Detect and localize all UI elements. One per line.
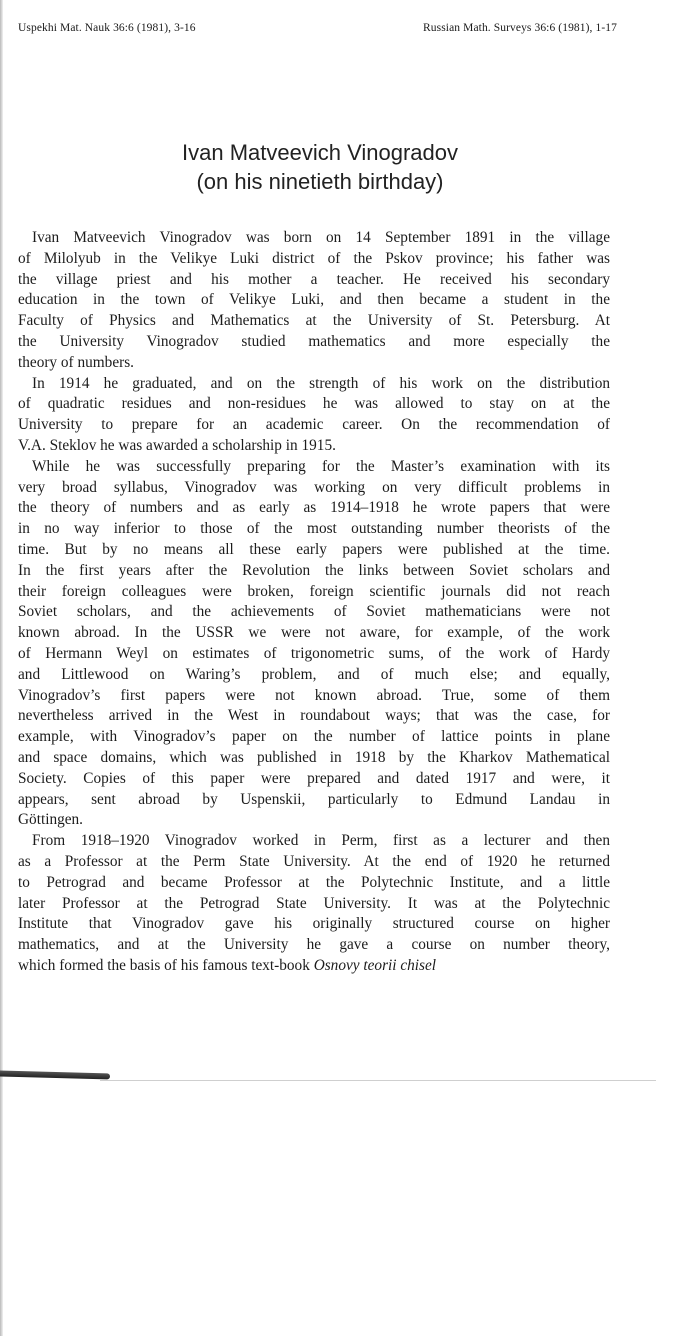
text-line: of Hermann Weyl on estimates of trigonometric sums, of the work of Hardy — [18, 644, 610, 662]
text-line: the village priest and his mother a teacher. He received his secondary — [18, 270, 610, 288]
paragraph-3 — [18, 457, 610, 831]
title-line-2: (on his ninetieth birthday) — [196, 169, 444, 194]
text-line: While he was successfully preparing for the Master’s examination with its — [32, 457, 610, 475]
text-line: and Littlewood on Waring’s problem, and of much else; and equally, — [18, 665, 610, 683]
text-line: From 1918–1920 Vinogradov worked in Perm, first as a lecturer and then — [32, 832, 610, 850]
page-rule — [100, 1080, 656, 1081]
article-body — [18, 228, 610, 977]
text-line: in no way inferior to those of the most outstanding number theorists of the — [18, 520, 610, 538]
text-line: Ivan Matveevich Vinogradov was born on 14 September 1891 in the village — [32, 229, 610, 246]
text-line: example, with Vinogradov’s paper on the number of lattice points in plane — [18, 728, 610, 746]
text-line: mathematics, and at the University he gave a course on number theory, — [18, 936, 610, 954]
text-line: the University Vinogradov studied mathematics and more especially the — [18, 332, 610, 350]
text-line: In the first years after the Revolution the links between Soviet scholars and — [18, 561, 610, 579]
text-line: known abroad. In the USSR we were not aware, for example, of the work — [18, 624, 610, 642]
text-line: later Professor at the Petrograd State University. It was at the Polytechnic — [18, 894, 610, 912]
text-line: education in the town of Velikye Luki, and then became a student in the — [18, 291, 610, 309]
text-line: time. But by no means all these early papers were published at the time. — [18, 540, 610, 558]
text-line: of quadratic residues and non-residues he was allowed to stay on at the — [18, 395, 610, 413]
text-line: very broad syllabus, Vinogradov was working on very difficult problems in — [18, 478, 610, 496]
article-title — [0, 138, 640, 196]
book-title: Osnovy teorii chisel — [313, 956, 437, 974]
text-line: theory of numbers. — [18, 353, 134, 371]
journal-citation-russian: Uspekhi Mat. Nauk 36:6 (1981), 3-16 — [18, 22, 196, 34]
text-line: Vinogradov’s first papers were not known abroad. True, some of them — [18, 686, 610, 704]
text-line: Göttingen. — [18, 811, 84, 829]
text-line: V.A. Steklov he was awarded a scholarship in 1915. — [18, 436, 336, 454]
text-line: University to prepare for an academic career. On the recommendation of — [18, 416, 610, 434]
text-line: as a Professor at the Perm State University. At the end of 1920 he returned — [18, 852, 610, 870]
paragraph-2 — [18, 374, 610, 457]
text-line: of Milolyub in the Velikye Luki district of the Pskov province; his father was — [18, 249, 610, 267]
text-line-last — [18, 956, 610, 977]
paragraph-1 — [18, 228, 610, 374]
text-line: appears, sent abroad by Uspenskii, particularly to Edmund Landau in — [18, 790, 610, 808]
scan-edge — [0, 0, 3, 1336]
text-line: Soviet scholars, and the achievements of Soviet mathematicians were not — [18, 603, 610, 621]
title-line-1: Ivan Matveevich Vinogradov — [182, 140, 458, 165]
journal-citation-english: Russian Math. Surveys 36:6 (1981), 1-17 — [423, 22, 617, 34]
text-line: to Petrograd and became Professor at the Polytechnic Institute, and a little — [18, 873, 610, 891]
text-line: their foreign colleagues were broken, foreign scientific journals did not reach — [18, 582, 610, 600]
text-line: Society. Copies of this paper were prepared and dated 1917 and were, it — [18, 769, 610, 787]
text-line: nevertheless arrived in the West in roundabout ways; that was the case, for — [18, 707, 610, 725]
text-line: In 1914 he graduated, and on the strength of his work on the distribution — [32, 374, 610, 392]
text-line: Institute that Vinogradov gave his originally structured course on higher — [18, 915, 610, 933]
text-run: which formed the basis of his famous text-book — [18, 956, 310, 974]
text-line: and space domains, which was published in 1918 by the Kharkov Mathematical — [18, 748, 610, 766]
scan-smudge — [0, 1071, 110, 1080]
text-line: Faculty of Physics and Mathematics at the University of St. Petersburg. At — [18, 312, 610, 330]
text-line: the theory of numbers and as early as 1914–1918 he wrote papers that were — [18, 499, 610, 517]
paragraph-4 — [18, 831, 610, 977]
